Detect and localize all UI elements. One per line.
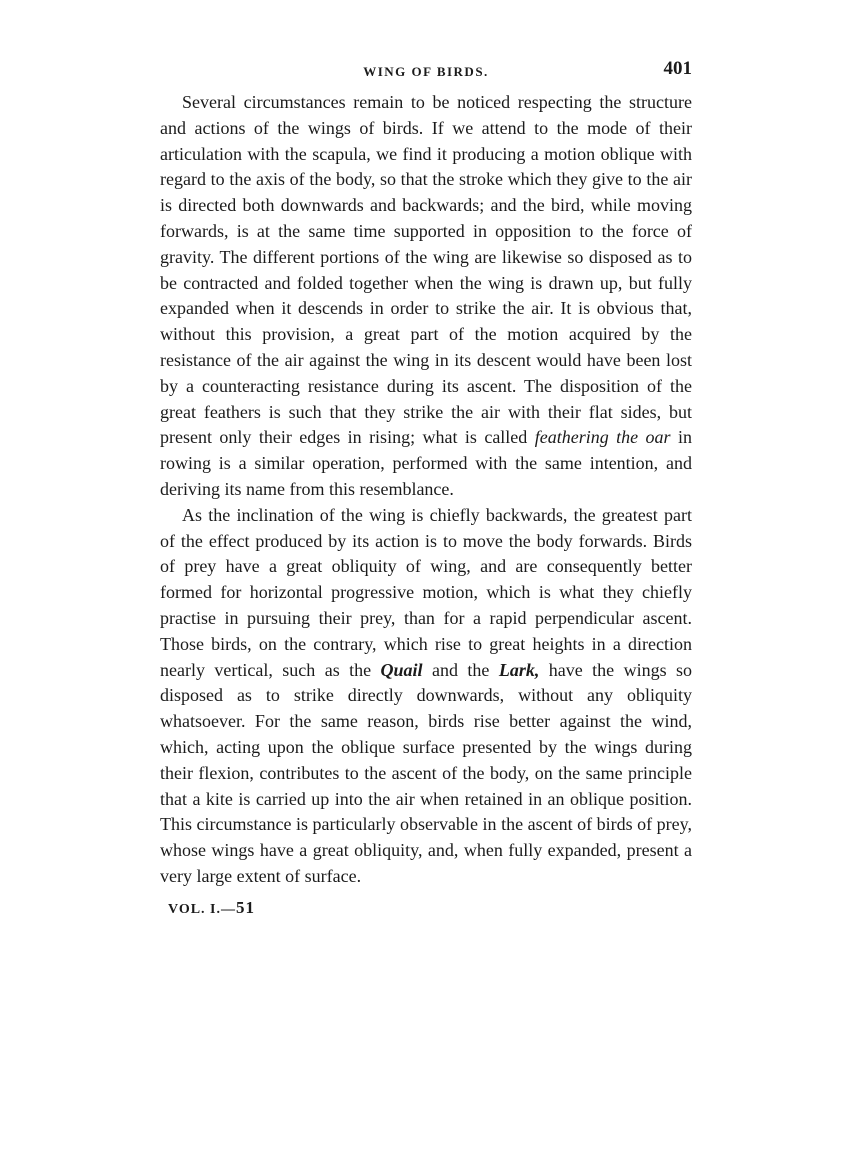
species-name-lark: Lark, [498,659,540,680]
running-title: WING OF BIRDS. [363,64,489,79]
paragraph-text: in rowing is a similar operation, performed with the same intention, and deriving its name from this resemblance. [160,427,692,499]
paragraph-wing-inclination [160,503,692,890]
paragraph-text: and the [422,659,499,680]
signature-number: 51 [236,897,256,917]
page-number: 401 [663,58,692,79]
paragraph-text: have the wings so disposed as to strike directly downwards, without any obliquity whatsoever. For the same reason, birds rise better against the wind, which, acting upon the oblique surface presented by the wings during their flexion, contributes to the ascent of the body, on the same principle that a kite is carried up into the air when retained in an oblique position. This circumstance is particularly observable in the ascent of birds of prey, whose wings have a great obliquity, and, when fully expanded, present a very large extent of surface. [160,659,693,886]
italic-term-feathering-the-oar: feathering the oar [534,427,671,448]
signature-dash: — [221,901,237,917]
signature-line [160,898,692,918]
running-head [160,58,692,90]
species-name-quail: Quail [380,659,423,680]
paragraph-text: As the inclination of the wing is chiefly backwards, the greatest part of the effect produced by its action is to move the body forwards. Birds of prey have a great obliquity of wing, and are consequently better formed for horizontal progressive motion, which is what they chiefly practise in pursuing their prey, than for a rapid perpendicular ascent. Those birds, on the contrary, which rise to great heights in a direction nearly vertical, such as the [160,504,692,680]
volume-mark: VOL. I. [168,901,222,917]
book-page [160,58,692,918]
paragraph-wing-structure [160,90,692,503]
paragraph-text: Several circumstances remain to be noticed respecting the structure and actions of the wings of birds. If we attend to the mode of their articulation with the scapula, we find it producing a motion oblique with regard to the axis of the body, so that the stroke which they give to the air is directed both downwards and backwards; and the bird, while moving forwards, is at the same time supported in opposition to the force of gravity. The different portions of the wing are likewise so disposed as to be contracted and folded together when the wing is drawn up, but fully expanded when it descends in order to strike the air. It is obvious that, without this provision, a great part of the motion acquired by the resistance of the air against the wing in its descent would have been lost by a counteracting resistance during its ascent. The disposition of the great feathers is such that they strike the air with their flat sides, but present only their edges in rising; what is called [160,92,692,448]
